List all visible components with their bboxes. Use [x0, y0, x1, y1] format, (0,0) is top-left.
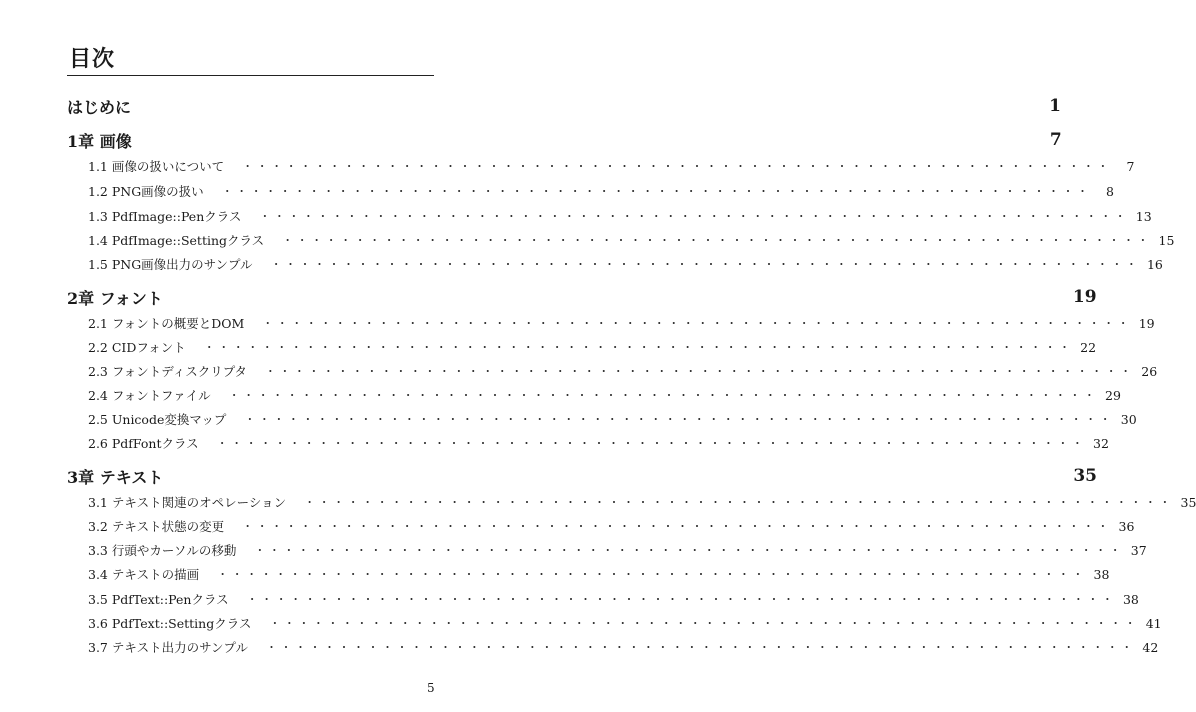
toc-section-entry[interactable]	[67, 515, 1135, 537]
toc-entry-label: 3.6 PdfText::Settingクラス	[88, 616, 252, 631]
toc-section-entry[interactable]	[67, 360, 1158, 382]
toc-entry-page: 19	[1072, 287, 1097, 307]
toc-entry-label: 1.4 PdfImage::Settingクラス	[88, 233, 265, 248]
toc-entry-page: 7	[1049, 130, 1062, 150]
toc-entry-label: 3.3 行頭やカーソルの移動	[88, 543, 237, 558]
toc-entry-page: 42	[1142, 639, 1159, 655]
toc-section-entry[interactable]	[67, 336, 1097, 358]
toc-entry-label: はじめに	[67, 97, 132, 117]
toc-entry-label: 3章 テキスト	[67, 467, 164, 487]
toc-entry-label: 2.5 Unicode変換マップ	[88, 412, 227, 427]
dot-leader: ・ ・ ・ ・ ・ ・ ・ ・ ・ ・ ・ ・ ・ ・ ・ ・ ・ ・ ・ ・ ・ ・ ・ ・ ・ ・ ・ ・ ・ ・ ・ ・ ・ ・ ・ ・ ・ ・ ・ ・ ・ ・ ・ ・ ・ ・ ・ ・ ・ ・ ・ ・ ・ ・ ・ ・ ・ ・ ・ ・	[244, 413, 1111, 426]
dot-leader: ・ ・ ・ ・ ・ ・ ・ ・ ・ ・ ・ ・ ・ ・ ・ ・ ・ ・ ・ ・ ・ ・ ・ ・ ・ ・ ・ ・ ・ ・ ・ ・ ・ ・ ・ ・ ・ ・ ・ ・ ・ ・ ・ ・ ・ ・ ・ ・ ・ ・ ・ ・ ・ ・ ・ ・ ・ ・ ・ ・	[265, 641, 1133, 654]
dot-leader: ・ ・ ・ ・ ・ ・ ・ ・ ・ ・ ・ ・ ・ ・ ・ ・ ・ ・ ・ ・ ・ ・ ・ ・ ・ ・ ・ ・ ・ ・ ・ ・ ・ ・ ・ ・ ・ ・ ・ ・ ・ ・ ・ ・ ・ ・ ・ ・ ・ ・ ・ ・ ・ ・ ・ ・ ・ ・ ・ ・	[254, 544, 1121, 557]
toc-chapter-entry[interactable]	[67, 465, 1098, 487]
toc-entry-label: 3.5 PdfText::Penクラス	[88, 592, 229, 607]
toc-section-entry[interactable]	[67, 229, 1175, 251]
dot-leader: ・ ・ ・ ・ ・ ・ ・ ・ ・ ・ ・ ・ ・ ・ ・ ・ ・ ・ ・ ・ ・ ・ ・ ・ ・ ・ ・ ・ ・ ・ ・ ・ ・ ・ ・ ・ ・ ・ ・ ・ ・ ・ ・ ・ ・ ・ ・ ・ ・ ・ ・ ・ ・ ・ ・ ・ ・ ・ ・ ・	[242, 160, 1109, 173]
toc-section-entry[interactable]	[67, 491, 1196, 513]
toc-section-entry[interactable]	[67, 180, 1114, 202]
dot-leader: ・ ・ ・ ・ ・ ・ ・ ・ ・ ・ ・ ・ ・ ・ ・ ・ ・ ・ ・ ・ ・ ・ ・ ・ ・ ・ ・ ・ ・ ・ ・ ・ ・ ・ ・ ・ ・ ・ ・ ・ ・ ・ ・ ・ ・ ・ ・ ・ ・ ・ ・ ・ ・ ・ ・ ・ ・ ・ ・ ・	[242, 520, 1109, 533]
toc-entry-label: 1.3 PdfImage::Penクラス	[88, 209, 242, 224]
dot-leader: ・ ・ ・ ・ ・ ・ ・ ・ ・ ・ ・ ・ ・ ・ ・ ・ ・ ・ ・ ・ ・ ・ ・ ・ ・ ・ ・ ・ ・ ・ ・ ・ ・ ・ ・ ・ ・ ・ ・ ・ ・ ・ ・ ・ ・ ・ ・ ・ ・ ・ ・ ・ ・ ・ ・ ・ ・ ・ ・ ・	[216, 437, 1083, 450]
page-number: 5	[427, 681, 435, 695]
toc-entry-page: 36	[1118, 518, 1135, 534]
toc-entry-page: 29	[1105, 387, 1121, 403]
toc-entry-page: 38	[1122, 591, 1139, 607]
toc-entry-label: 2.2 CIDフォント	[88, 340, 186, 355]
toc-entry-page: 13	[1135, 208, 1152, 224]
toc-entry-label: 3.1 テキスト関連のオペレーション	[88, 495, 287, 510]
toc-entry-label: 2.6 PdfFontクラス	[88, 436, 199, 451]
dot-leader: ・ ・ ・ ・ ・ ・ ・ ・ ・ ・ ・ ・ ・ ・ ・ ・ ・ ・ ・ ・ ・ ・ ・ ・ ・ ・ ・ ・ ・ ・ ・ ・ ・ ・ ・ ・ ・ ・ ・ ・ ・ ・ ・ ・ ・ ・ ・ ・ ・ ・ ・ ・ ・ ・ ・ ・ ・ ・ ・ ・	[270, 258, 1137, 271]
toc-entry-label: 2.3 フォントディスクリプタ	[88, 364, 247, 379]
toc-section-entry[interactable]	[67, 432, 1109, 454]
toc-entry-page: 30	[1120, 411, 1137, 427]
dot-leader: ・ ・ ・ ・ ・ ・ ・ ・ ・ ・ ・ ・ ・ ・ ・ ・ ・ ・ ・ ・ ・ ・ ・ ・ ・ ・ ・ ・ ・ ・ ・ ・ ・ ・ ・ ・ ・ ・ ・ ・ ・ ・ ・ ・ ・ ・ ・ ・ ・ ・ ・ ・ ・ ・ ・ ・ ・ ・ ・ ・	[262, 317, 1129, 330]
dot-leader: ・ ・ ・ ・ ・ ・ ・ ・ ・ ・ ・ ・ ・ ・ ・ ・ ・ ・ ・ ・ ・ ・ ・ ・ ・ ・ ・ ・ ・ ・ ・ ・ ・ ・ ・ ・ ・ ・ ・ ・ ・ ・ ・ ・ ・ ・ ・ ・ ・ ・ ・ ・ ・ ・ ・ ・ ・ ・ ・ ・	[304, 496, 1171, 509]
dot-leader: ・ ・ ・ ・ ・ ・ ・ ・ ・ ・ ・ ・ ・ ・ ・ ・ ・ ・ ・ ・ ・ ・ ・ ・ ・ ・ ・ ・ ・ ・ ・ ・ ・ ・ ・ ・ ・ ・ ・ ・ ・ ・ ・ ・ ・ ・ ・ ・ ・ ・ ・ ・ ・ ・ ・ ・ ・ ・ ・ ・	[269, 617, 1136, 630]
toc-entry-page: 37	[1130, 542, 1147, 558]
dot-leader: ・ ・ ・ ・ ・ ・ ・ ・ ・ ・ ・ ・ ・ ・ ・ ・ ・ ・ ・ ・ ・ ・ ・ ・ ・ ・ ・ ・ ・ ・ ・ ・ ・ ・ ・ ・ ・ ・ ・ ・ ・ ・ ・ ・ ・ ・ ・ ・ ・ ・ ・ ・ ・ ・ ・ ・ ・ ・ ・ ・	[282, 234, 1149, 247]
toc-entry-page: 41	[1145, 615, 1162, 631]
toc-entry-label: 2.4 フォントファイル	[88, 388, 211, 403]
toc-section-entry[interactable]	[67, 205, 1152, 227]
dot-leader: ・ ・ ・ ・ ・ ・ ・ ・ ・ ・ ・ ・ ・ ・ ・ ・ ・ ・ ・ ・ ・ ・ ・ ・ ・ ・ ・ ・ ・ ・ ・ ・ ・ ・ ・ ・ ・ ・ ・ ・ ・ ・ ・ ・ ・ ・ ・ ・ ・ ・ ・ ・ ・ ・ ・ ・ ・ ・ ・ ・	[221, 185, 1088, 198]
toc-entry-label: 2章 フォント	[67, 288, 163, 308]
toc-entry-page: 35	[1073, 466, 1098, 486]
toc-section-entry[interactable]	[67, 539, 1147, 561]
dot-leader: ・ ・ ・ ・ ・ ・ ・ ・ ・ ・ ・ ・ ・ ・ ・ ・ ・ ・ ・ ・ ・ ・ ・ ・ ・ ・ ・ ・ ・ ・ ・ ・ ・ ・ ・ ・ ・ ・ ・ ・ ・ ・ ・ ・ ・ ・ ・ ・ ・ ・ ・ ・ ・ ・ ・ ・ ・ ・ ・ ・	[217, 568, 1084, 581]
dot-leader: ・ ・ ・ ・ ・ ・ ・ ・ ・ ・ ・ ・ ・ ・ ・ ・ ・ ・ ・ ・ ・ ・ ・ ・ ・ ・ ・ ・ ・ ・ ・ ・ ・ ・ ・ ・ ・ ・ ・ ・ ・ ・ ・ ・ ・ ・ ・ ・ ・ ・ ・ ・ ・ ・ ・ ・ ・ ・ ・ ・	[264, 365, 1132, 378]
toc-section-entry[interactable]	[67, 636, 1159, 658]
dot-leader: ・ ・ ・ ・ ・ ・ ・ ・ ・ ・ ・ ・ ・ ・ ・ ・ ・ ・ ・ ・ ・ ・ ・ ・ ・ ・ ・ ・ ・ ・ ・ ・ ・ ・ ・ ・ ・ ・ ・ ・ ・ ・ ・ ・ ・ ・ ・ ・ ・ ・ ・ ・ ・ ・ ・ ・ ・ ・ ・ ・	[228, 389, 1095, 402]
toc-entry-page: 7	[1126, 158, 1135, 174]
toc-entry-label: 1.5 PNG画像出力のサンプル	[88, 257, 253, 272]
toc-entry-label: 1.1 画像の扱いについて	[88, 159, 225, 174]
toc-entry-page: 22	[1080, 339, 1097, 355]
toc-entry-label: 3.2 テキスト状態の変更	[88, 519, 225, 534]
toc-chapter-entry[interactable]	[67, 95, 1061, 117]
toc-chapter-entry[interactable]	[67, 286, 1097, 308]
toc-section-entry[interactable]	[67, 155, 1135, 177]
toc-section-entry[interactable]	[67, 312, 1155, 334]
toc-section-entry[interactable]	[67, 384, 1121, 406]
toc-entry-label: 3.7 テキスト出力のサンプル	[88, 640, 248, 655]
toc-section-entry[interactable]	[67, 253, 1163, 275]
toc-section-entry[interactable]	[67, 612, 1162, 634]
toc-section-entry[interactable]	[67, 408, 1137, 430]
toc-entry-page: 16	[1146, 256, 1163, 272]
toc-chapter-entry[interactable]	[67, 129, 1062, 151]
dot-leader: ・ ・ ・ ・ ・ ・ ・ ・ ・ ・ ・ ・ ・ ・ ・ ・ ・ ・ ・ ・ ・ ・ ・ ・ ・ ・ ・ ・ ・ ・ ・ ・ ・ ・ ・ ・ ・ ・ ・ ・ ・ ・ ・ ・ ・ ・ ・ ・ ・ ・ ・ ・ ・ ・ ・ ・ ・ ・ ・ ・	[259, 210, 1126, 223]
toc-section-entry[interactable]	[67, 588, 1139, 610]
toc-entry-label: 1.2 PNG画像の扱い	[88, 184, 204, 199]
toc-entry-page: 35	[1180, 494, 1196, 510]
toc-entry-label: 2.1 フォントの概要とDOM	[88, 316, 245, 331]
toc-entry-page: 15	[1158, 232, 1175, 248]
toc-entry-page: 26	[1141, 363, 1158, 379]
toc-entry-label: 1章 画像	[67, 131, 132, 151]
toc-entry-page: 8	[1106, 183, 1114, 199]
dot-leader: ・ ・ ・ ・ ・ ・ ・ ・ ・ ・ ・ ・ ・ ・ ・ ・ ・ ・ ・ ・ ・ ・ ・ ・ ・ ・ ・ ・ ・ ・ ・ ・ ・ ・ ・ ・ ・ ・ ・ ・ ・ ・ ・ ・ ・ ・ ・ ・ ・ ・ ・ ・ ・ ・ ・ ・ ・ ・ ・ ・	[246, 593, 1113, 606]
toc-entry-label: 3.4 テキストの描画	[88, 567, 200, 582]
toc-entry-page: 1	[1049, 96, 1061, 116]
toc-entry-page: 19	[1138, 315, 1155, 331]
toc-entry-page: 38	[1093, 566, 1110, 582]
dot-leader: ・ ・ ・ ・ ・ ・ ・ ・ ・ ・ ・ ・ ・ ・ ・ ・ ・ ・ ・ ・ ・ ・ ・ ・ ・ ・ ・ ・ ・ ・ ・ ・ ・ ・ ・ ・ ・ ・ ・ ・ ・ ・ ・ ・ ・ ・ ・ ・ ・ ・ ・ ・ ・ ・ ・ ・ ・ ・ ・ ・	[203, 341, 1071, 354]
toc-entry-page: 32	[1093, 435, 1109, 451]
toc-section-entry[interactable]	[67, 563, 1110, 585]
page-title: 目次	[69, 47, 116, 72]
